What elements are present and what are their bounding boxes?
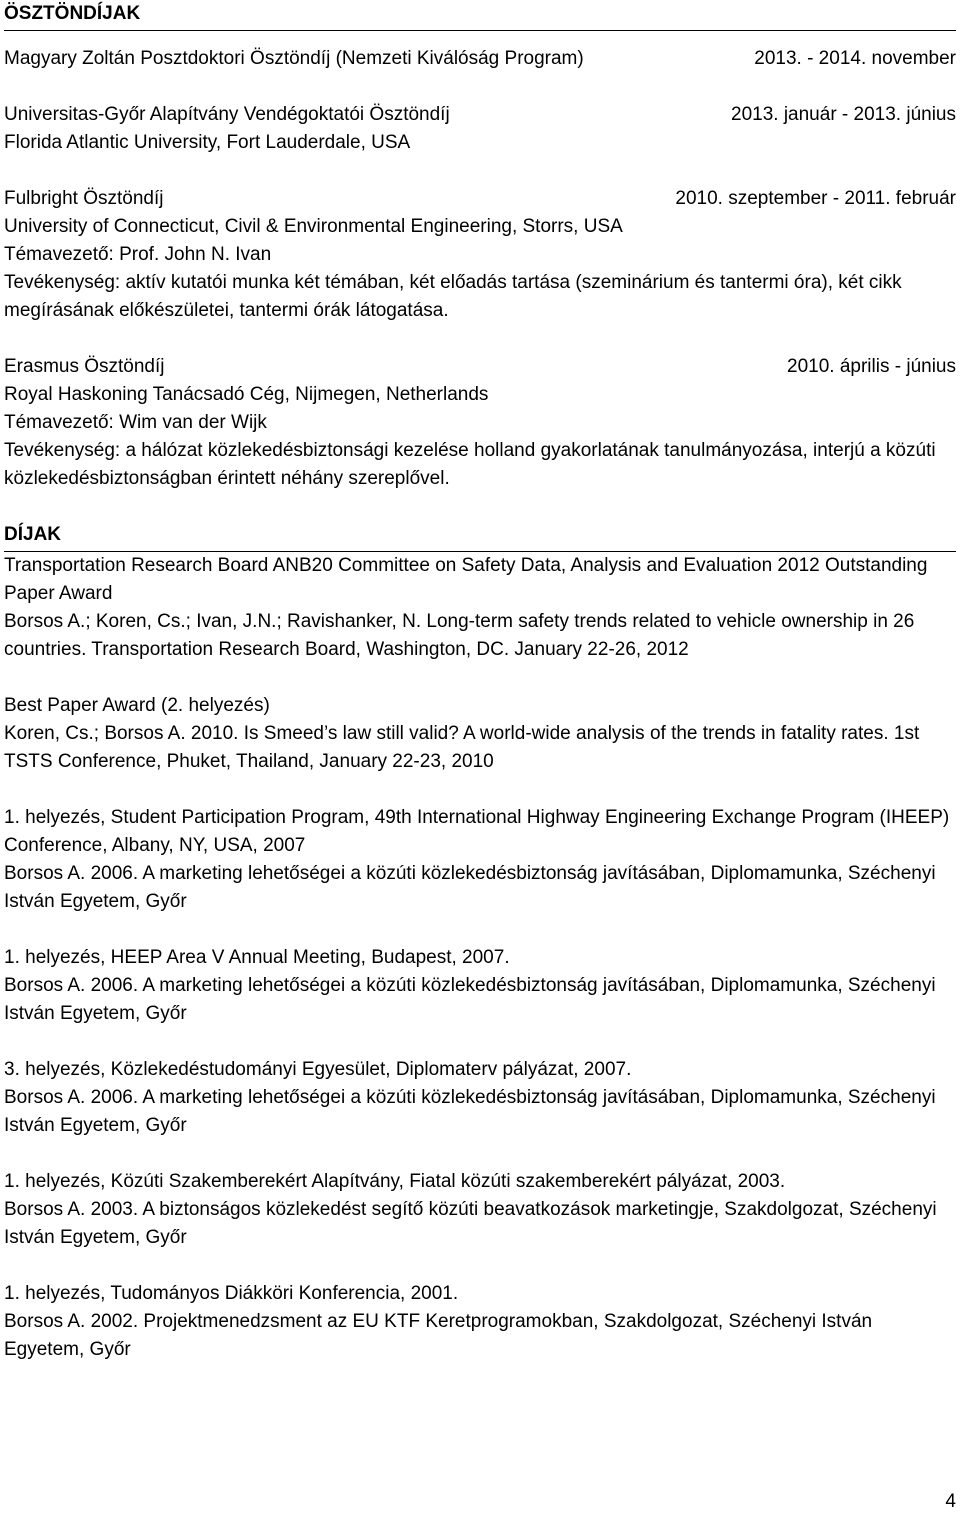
- erasmus-date: 2010. április - június: [787, 356, 956, 377]
- tdk-reference: Borsos A. 2002. Projektmenedzsment az EU KTF Keretprogramokban, Szakdolgozat, Széchenyi István Egyetem, Győr: [4, 1311, 873, 1360]
- scholarship-erasmus: [4, 353, 956, 493]
- erasmus-supervisor: Témavezető: Wim van der Wijk: [4, 412, 267, 433]
- best-paper-reference: Koren, Cs.; Borsos A. 2010. Is Smeed’s law still valid? A world-wide analysis of the trends in fatality rates. 1st TSTS Conference, Phuket, Thailand, January 22-23, 2010: [4, 723, 920, 772]
- erasmus-name: Erasmus Ösztöndíj: [4, 356, 165, 377]
- award-kte: [4, 1056, 956, 1140]
- scholarship-universitas: [4, 101, 956, 157]
- kte-reference: Borsos A. 2006. A marketing lehetőségei a közúti közlekedésbiztonság javításában, Diplomamunka, Széchenyi István Egyetem, Győr: [4, 1087, 936, 1136]
- award-heep: [4, 944, 956, 1028]
- kozuti-reference: Borsos A. 2003. A biztonságos közlekedést segítő közúti beavatkozások marketingje, Szakdolgozat, Széchenyi István Egyetem, Győr: [4, 1199, 937, 1248]
- fulbright-date: 2010. szeptember - 2011. február: [675, 188, 956, 209]
- universitas-place: Florida Atlantic University, Fort Lauderdale, USA: [4, 132, 411, 153]
- fulbright-place: University of Connecticut, Civil & Environmental Engineering, Storrs, USA: [4, 216, 623, 237]
- scholarship-fulbright: [4, 185, 956, 325]
- fulbright-activity: Tevékenység: aktív kutatói munka két témában, két előadás tartása (szeminárium és tantermi óra), két cikk megírásának előkészületei, tantermi órák látogatása.: [4, 272, 902, 321]
- award-tdk: [4, 1280, 956, 1364]
- magyary-date: 2013. - 2014. november: [754, 48, 956, 69]
- document-page: [4, 0, 956, 1364]
- universitas-date: 2013. január - 2013. június: [731, 104, 956, 125]
- scholarships-heading: ÖSZTÖNDÍJAK: [4, 0, 956, 31]
- iheep-reference: Borsos A. 2006. A marketing lehetőségei a közúti közlekedésbiztonság javításában, Diplomamunka, Széchenyi István Egyetem, Győr: [4, 863, 936, 912]
- tdk-award-name: 1. helyezés, Tudományos Diákköri Konferencia, 2001.: [4, 1283, 459, 1304]
- best-paper-name: Best Paper Award (2. helyezés): [4, 695, 270, 716]
- award-trb: [4, 552, 956, 664]
- universitas-name: Universitas-Győr Alapítvány Vendégoktatói Ösztöndíj: [4, 104, 450, 125]
- erasmus-activity: Tevékenység: a hálózat közlekedésbiztonsági kezelése holland gyakorlatának tanulmányozása, interjú a közúti közlekedésbiztonságban érintett néhány szereplővel.: [4, 440, 936, 489]
- award-iheep: [4, 804, 956, 916]
- kozuti-award-name: 1. helyezés, Közúti Szakemberekért Alapítvány, Fiatal közúti szakemberekért pályázat, 2003.: [4, 1171, 786, 1192]
- iheep-award-name: 1. helyezés, Student Participation Program, 49th International Highway Engineering Exchange Program (IHEEP) Conference, Albany, NY, USA, 2007: [4, 807, 950, 856]
- trb-award-name: Transportation Research Board ANB20 Committee on Safety Data, Analysis and Evaluation 2012 Outstanding Paper Award: [4, 555, 928, 604]
- scholarship-magyary: [4, 45, 956, 73]
- trb-reference: Borsos A.; Koren, Cs.; Ivan, J.N.; Ravishanker, N. Long-term safety trends related to vehicle ownership in 26 countries. Transportation Research Board, Washington, DC. January 22-26, 2012: [4, 611, 915, 660]
- page-number: 4: [945, 1491, 956, 1512]
- heep-reference: Borsos A. 2006. A marketing lehetőségei a közúti közlekedésbiztonság javításában, Diplomamunka, Széchenyi István Egyetem, Győr: [4, 975, 936, 1024]
- fulbright-name: Fulbright Ösztöndíj: [4, 188, 164, 209]
- award-best-paper: [4, 692, 956, 776]
- magyary-name: Magyary Zoltán Posztdoktori Ösztöndíj (Nemzeti Kiválóság Program): [4, 48, 584, 69]
- fulbright-supervisor: Témavezető: Prof. John N. Ivan: [4, 244, 272, 265]
- erasmus-place: Royal Haskoning Tanácsadó Cég, Nijmegen, Netherlands: [4, 384, 489, 405]
- heep-award-name: 1. helyezés, HEEP Area V Annual Meeting, Budapest, 2007.: [4, 947, 510, 968]
- kte-award-name: 3. helyezés, Közlekedéstudományi Egyesület, Diplomaterv pályázat, 2007.: [4, 1059, 632, 1080]
- awards-heading: DÍJAK: [4, 521, 956, 552]
- award-kozuti: [4, 1168, 956, 1252]
